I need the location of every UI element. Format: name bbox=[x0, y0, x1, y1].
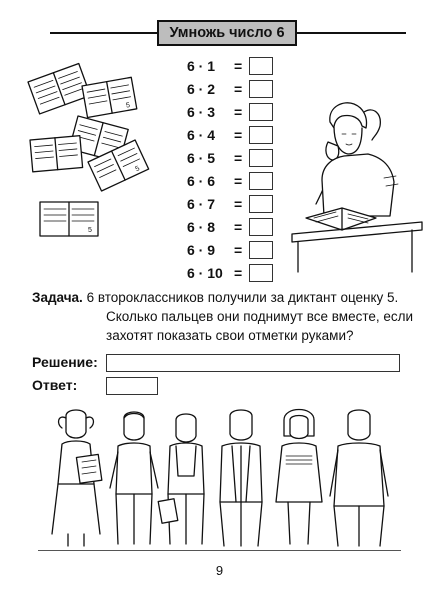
notebook-icon bbox=[82, 77, 137, 117]
mult-row bbox=[187, 79, 287, 102]
title-bar bbox=[0, 18, 439, 48]
mult-expression: 6 · 1 bbox=[187, 58, 216, 74]
mult-expression: 6 · 3 bbox=[187, 104, 216, 120]
page-title: Умножь число 6 bbox=[157, 20, 297, 46]
solution-row bbox=[32, 353, 412, 373]
problem-text-1: 6 второклассников получили за диктант оценку 5. bbox=[86, 290, 399, 305]
notebooks-illustration bbox=[20, 72, 180, 252]
answer-box[interactable] bbox=[249, 149, 273, 167]
child-figure bbox=[220, 410, 262, 546]
answer-box[interactable] bbox=[249, 218, 273, 236]
equals-sign: = bbox=[234, 104, 243, 120]
mult-row bbox=[187, 217, 287, 240]
mult-expression: 6 · 8 bbox=[187, 219, 216, 235]
answer-box[interactable] bbox=[249, 241, 273, 259]
notebook-grade: 5 bbox=[134, 165, 141, 174]
problem-text-2: Сколько пальцев они поднимут все вместе, если bbox=[106, 309, 414, 324]
equals-sign: = bbox=[234, 58, 243, 74]
notebook-icon bbox=[40, 202, 98, 236]
children-illustration bbox=[40, 410, 400, 546]
mult-expression: 6 · 2 bbox=[187, 81, 216, 97]
mult-expression: 6 · 5 bbox=[187, 150, 216, 166]
mult-row bbox=[187, 171, 287, 194]
child-figure bbox=[330, 410, 388, 546]
mult-expression: 6 · 6 bbox=[187, 173, 216, 189]
equals-sign: = bbox=[234, 219, 243, 235]
answer-input[interactable] bbox=[106, 377, 158, 395]
girl-shirt bbox=[322, 154, 394, 216]
equals-sign: = bbox=[234, 127, 243, 143]
notebook-grade: 5 bbox=[125, 102, 131, 110]
mult-row bbox=[187, 102, 287, 125]
equals-sign: = bbox=[234, 150, 243, 166]
notebook-icon bbox=[30, 136, 83, 172]
child-figure bbox=[52, 410, 102, 546]
mult-expression: 6 · 10 bbox=[187, 265, 223, 281]
mult-row bbox=[187, 263, 287, 286]
solution-input[interactable] bbox=[106, 354, 400, 372]
answer-box[interactable] bbox=[249, 57, 273, 75]
child-figure bbox=[158, 414, 204, 544]
mult-row bbox=[187, 194, 287, 217]
mult-row bbox=[187, 56, 287, 79]
mult-expression: 6 · 7 bbox=[187, 196, 216, 212]
mult-expression: 6 · 4 bbox=[187, 127, 216, 143]
answer-box[interactable] bbox=[249, 195, 273, 213]
answer-row bbox=[32, 376, 192, 396]
child-figure bbox=[110, 412, 158, 544]
mult-row bbox=[187, 148, 287, 171]
page-number: 9 bbox=[215, 563, 224, 578]
equals-sign: = bbox=[234, 173, 243, 189]
footer-rule bbox=[38, 550, 401, 551]
mult-expression: 6 · 9 bbox=[187, 242, 216, 258]
notebook-grade: 5 bbox=[88, 227, 92, 234]
title-rule-left bbox=[50, 32, 160, 34]
girl-hair bbox=[330, 103, 367, 128]
equals-sign: = bbox=[234, 265, 243, 281]
answer-box[interactable] bbox=[249, 103, 273, 121]
equals-sign: = bbox=[234, 81, 243, 97]
word-problem bbox=[32, 288, 432, 345]
problem-line-1 bbox=[32, 288, 432, 307]
equals-sign: = bbox=[234, 242, 243, 258]
answer-box[interactable] bbox=[249, 80, 273, 98]
child-figure bbox=[276, 410, 322, 545]
answer-box[interactable] bbox=[249, 126, 273, 144]
answer-label: Ответ: bbox=[32, 377, 78, 393]
notebook-icon bbox=[28, 64, 90, 114]
equals-sign: = bbox=[234, 196, 243, 212]
answer-box[interactable] bbox=[249, 264, 273, 282]
mult-row bbox=[187, 240, 287, 263]
mult-row bbox=[187, 125, 287, 148]
problem-text-3: захотят показать свои отметки руками? bbox=[106, 328, 354, 343]
solution-label: Решение: bbox=[32, 354, 98, 370]
problem-label: Задача. bbox=[32, 290, 83, 305]
answer-box[interactable] bbox=[249, 172, 273, 190]
girl-reading-illustration bbox=[292, 96, 432, 272]
multiplication-table bbox=[187, 56, 287, 286]
title-rule-right bbox=[296, 32, 406, 34]
